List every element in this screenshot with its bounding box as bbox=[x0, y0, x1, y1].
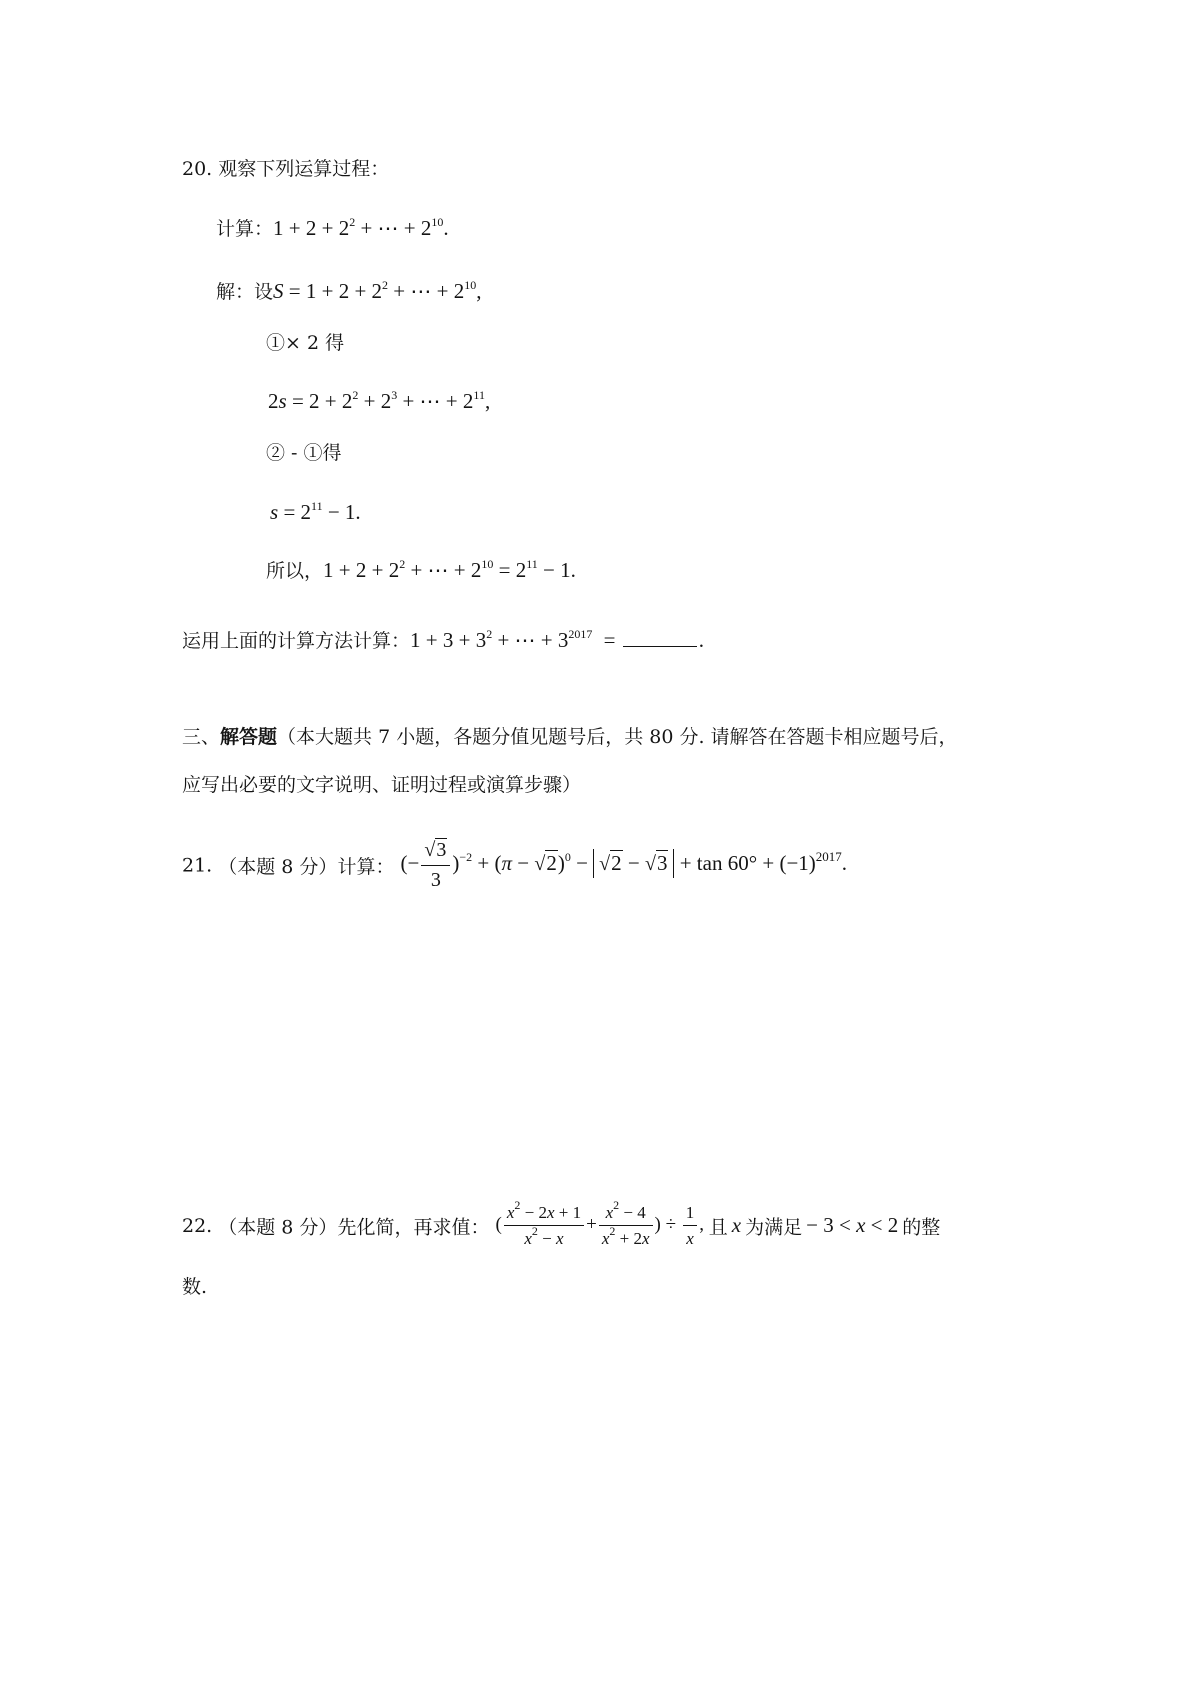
fraction-sqrt3-over-3: $\frac{√3}{3}$ bbox=[421, 838, 450, 893]
section3-desc-1: （本大题共 7 小题，各题分值见题号后，共 80 分. 请解答在答题卡相应题号后， bbox=[277, 726, 958, 748]
q21-line bbox=[182, 838, 847, 893]
q22-continuation: 数. bbox=[182, 1276, 208, 1298]
inequality: − 3 < x < 2 bbox=[806, 1213, 899, 1238]
formula-2s: $2s = 2 + 2^2 + 2^3$ + ⋯ + $2^{11}$, bbox=[268, 388, 491, 413]
q21-task: 计算： bbox=[337, 856, 395, 878]
absolute-value: √2 − √3 bbox=[593, 849, 674, 878]
q21-number: 21. bbox=[182, 854, 213, 877]
formula-conclusion: $1 + 2 + 2^2$ + ⋯ + $2^{10} = 2^{11} - 1$. bbox=[323, 557, 576, 582]
q22-cond-mid: 为满足 bbox=[745, 1216, 803, 1239]
formula-s-result: $s = 2^{11} - 1$. bbox=[270, 499, 361, 524]
apply-label: 运用上面的计算方法计算： bbox=[182, 630, 411, 652]
q20-formula-2s bbox=[268, 388, 491, 413]
formula-sum-powers-of-2: $1 + 2 + 2^2$ + ⋯ + $2^{10}$. bbox=[273, 215, 449, 240]
q22-number: 22. bbox=[182, 1214, 213, 1237]
section3-title: 解答题 bbox=[220, 726, 278, 748]
q20-apply-line bbox=[182, 627, 704, 652]
q22-expression: ( $\frac{x^2 - 2x + 1}{x^2 - x}$ + $\frac{x^2 - 4}{x^2 + 2x}$ ) ÷ $\frac{1}{x}$ , bbox=[495, 1198, 709, 1249]
q22-cond-pre: 且 bbox=[708, 1216, 728, 1239]
q21-expression: (− $\frac{√3}{3}$ )$^{-2} + (\pi - √2)^0 - √2 - √3 + \tan 60^\circ + (-1)^{2017}$. bbox=[400, 839, 848, 891]
fraction-3: $\frac{1}{x}$ bbox=[683, 1202, 698, 1250]
so-label: 所以， bbox=[266, 560, 324, 582]
fraction-1: $\frac{x^2 - 2x + 1}{x^2 - x}$ bbox=[504, 1202, 584, 1250]
q20-title: 20. 观察下列运算过程： bbox=[182, 158, 390, 180]
q20-solve-line bbox=[216, 278, 482, 303]
q21-points: （本题 8 分） bbox=[218, 856, 338, 878]
formula-sum-powers-of-3: $1 + 3 + 3^2$ + ⋯ + $3^{2017}$ = . bbox=[410, 627, 704, 652]
q20-formula-s bbox=[270, 499, 361, 524]
formula-define-s: $S = 1 + 2 + 2^2$ + ⋯ + $2^{10}$, bbox=[273, 278, 482, 303]
q20-calc-line bbox=[216, 215, 449, 240]
var-x: x bbox=[731, 1213, 742, 1238]
section3-desc-2: 应写出必要的文字说明、证明过程或演算步骤） bbox=[182, 774, 582, 796]
answer-blank[interactable] bbox=[623, 644, 697, 647]
section3-heading-line1 bbox=[182, 728, 958, 747]
section3-prefix: 三、 bbox=[182, 726, 221, 748]
fraction-2: $\frac{x^2 - 4}{x^2 + 2x}$ bbox=[599, 1202, 653, 1250]
calc-label: 计算： bbox=[216, 218, 274, 240]
q20-so-line bbox=[266, 557, 576, 582]
q20-step1: ①× 2 得 bbox=[266, 332, 345, 354]
q20-step2: ② - ①得 bbox=[266, 442, 342, 464]
q22-cond-post: 的整 bbox=[902, 1216, 941, 1239]
q22-task: 先化简，再求值： bbox=[337, 1216, 490, 1239]
q22-points: （本题 8 分） bbox=[218, 1216, 338, 1239]
q22-line bbox=[182, 1198, 941, 1250]
section3-heading-line2 bbox=[182, 776, 581, 795]
solve-label: 解：设 bbox=[216, 281, 274, 303]
